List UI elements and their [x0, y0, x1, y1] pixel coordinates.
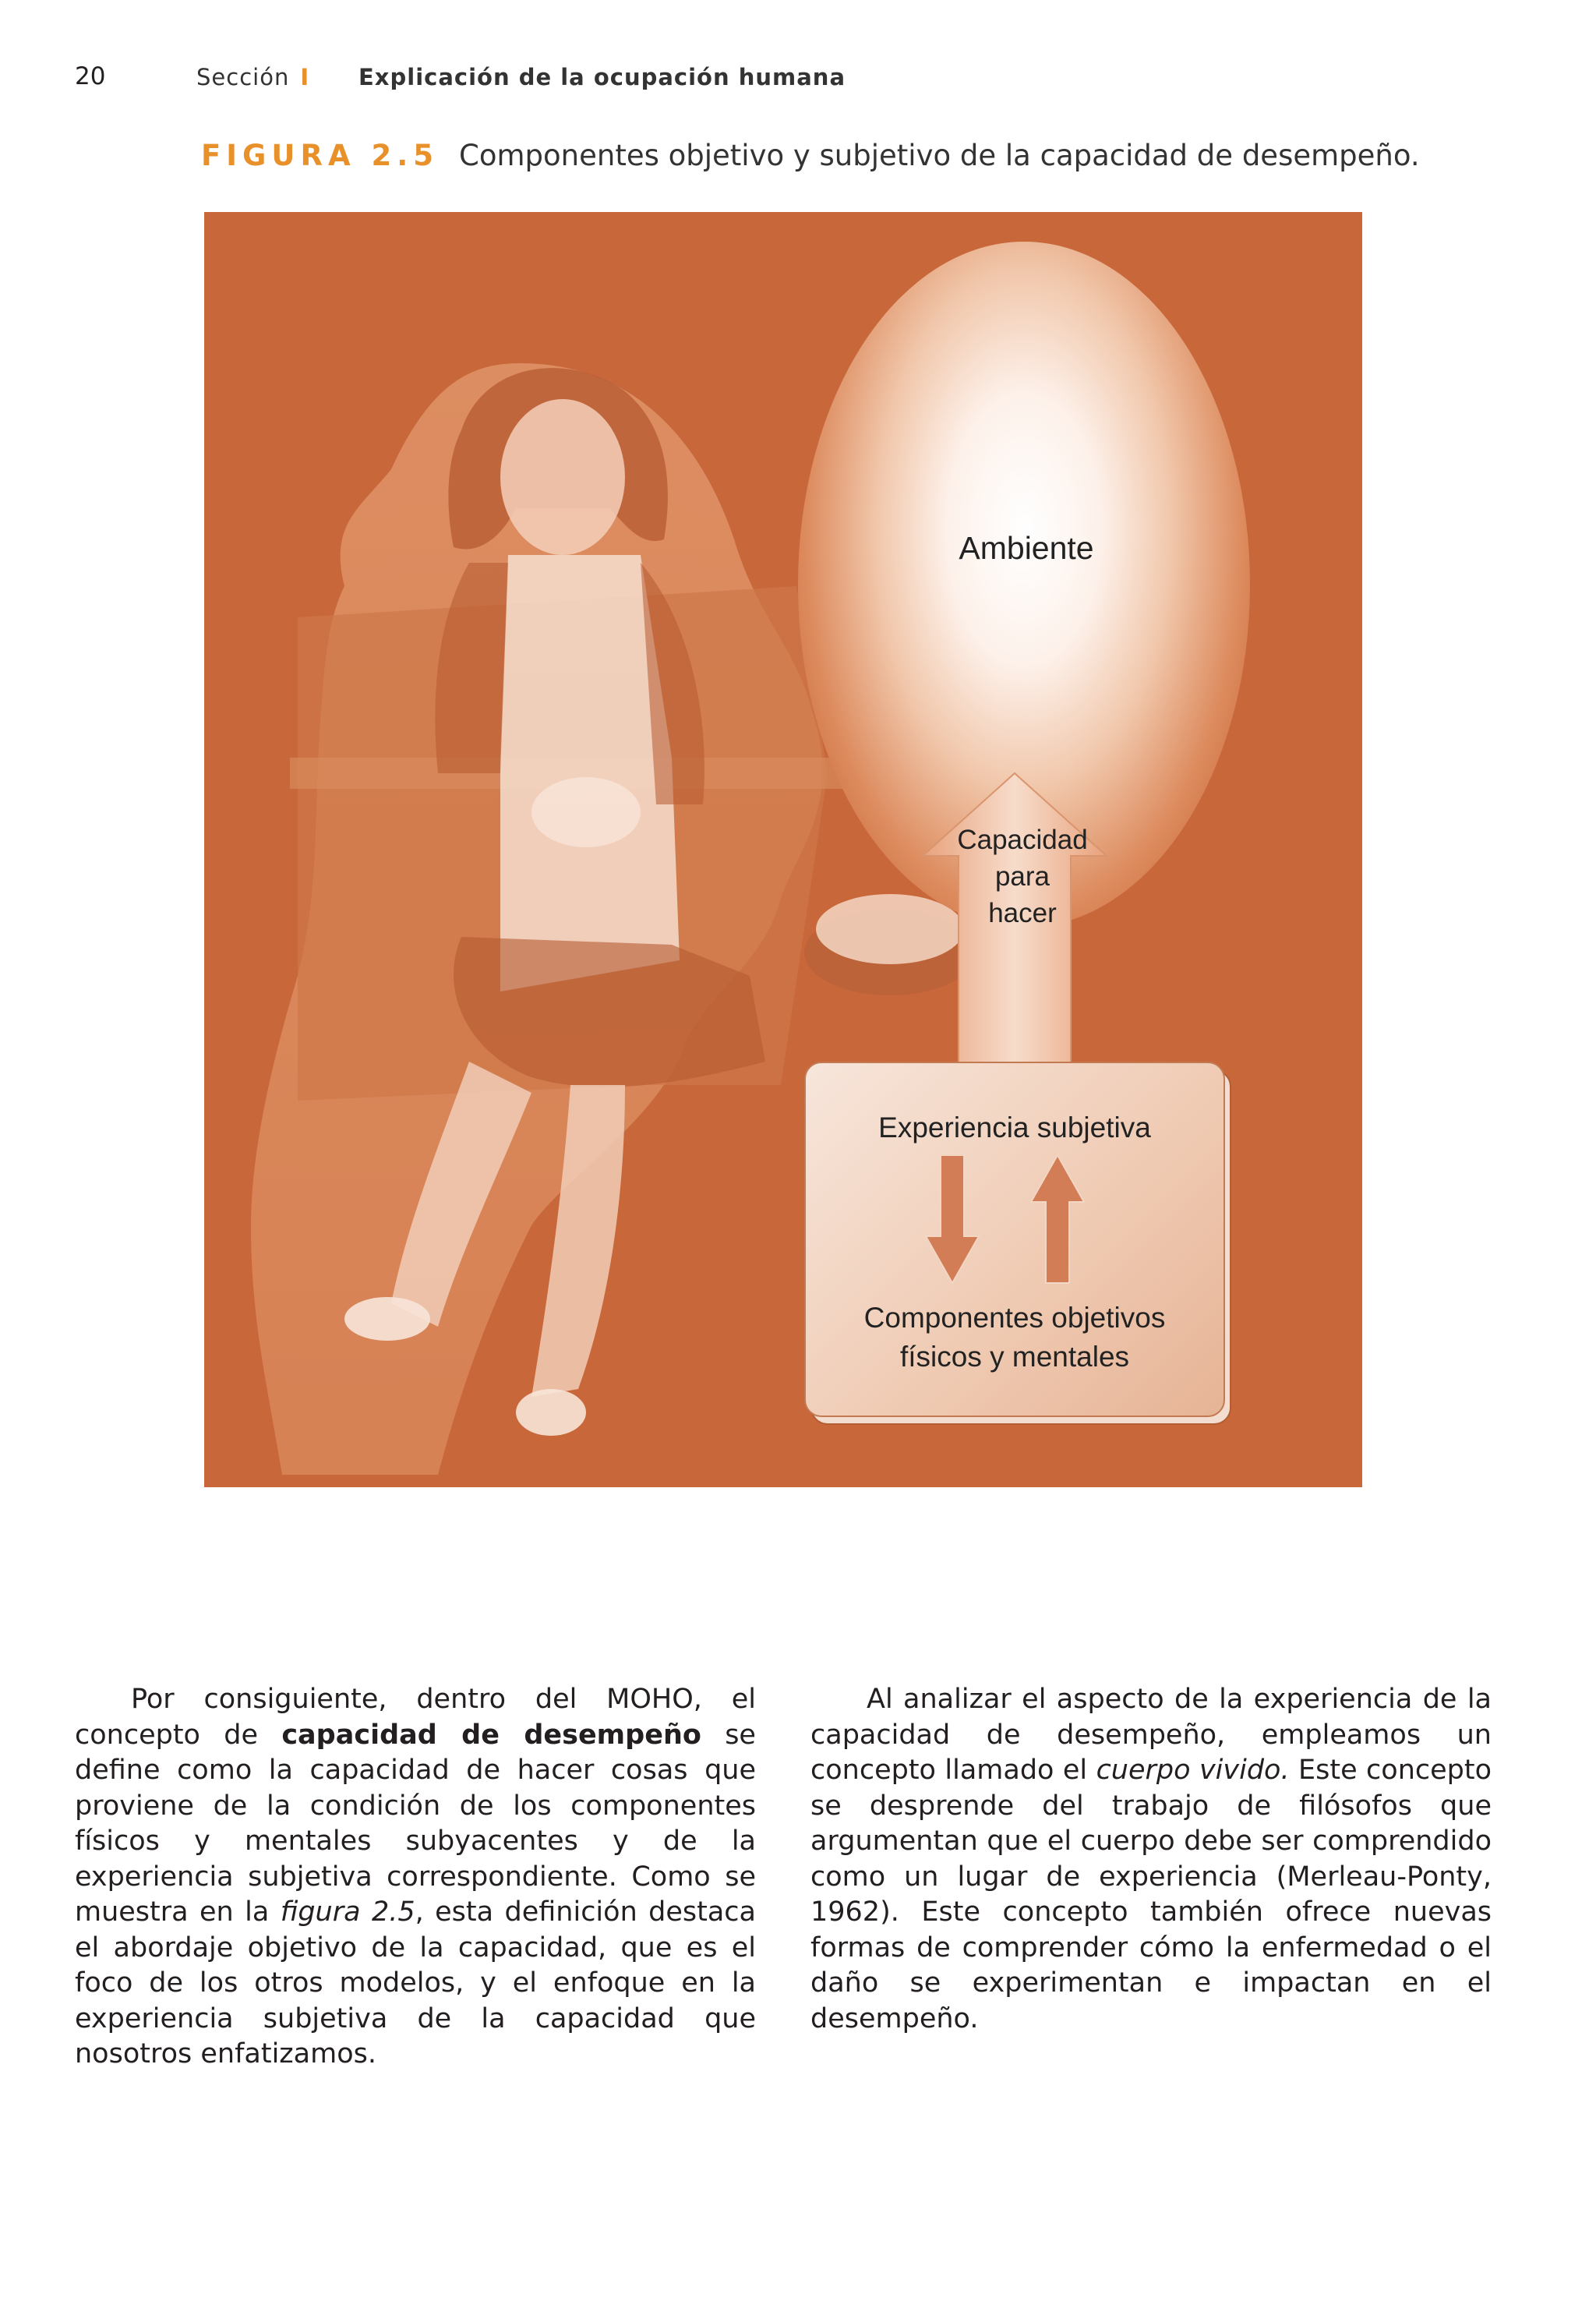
page-number: 20	[75, 62, 106, 90]
body-column-right	[810, 1682, 1492, 2037]
right-italic-term: cuerpo vivido.	[1096, 1755, 1290, 1786]
left-text-1: Por consiguiente, dentro del MOHO, el concepto de	[75, 1684, 756, 1751]
left-text-2: se define como la capacidad de hacer cosas que proviene de la condición de los componentes físicos y mentales subyacentes y de la experiencia subjetiva correspondiente. Como se muestra en la	[75, 1719, 756, 1928]
figure-illustration	[204, 212, 1362, 1487]
componentes-line-1: Componentes objetivos	[863, 1302, 1166, 1334]
right-text-1: Al analizar el aspecto de la experiencia de la capacidad de desempeño, empleamos un concepto llamado el	[810, 1684, 1492, 1786]
up-arrow-icon	[1031, 1155, 1084, 1283]
paragraph-right	[810, 1682, 1492, 2037]
left-bold-term: capacidad de desempeño	[281, 1719, 701, 1751]
left-text-3: , esta definición destaca el abordaje objetivo de la capacidad, que es el foco de los otros modelos, y el enfoque en la experiencia subjetiva de la capacidad que nosotros enfatizamos.	[75, 1896, 757, 2069]
capacidad-label	[933, 822, 1112, 931]
ambiente-label: Ambiente	[959, 530, 1094, 566]
section-word: Sección	[196, 64, 290, 90]
capacidad-line-2: para	[994, 861, 1050, 892]
componentes-line-2: físicos y mentales	[899, 1341, 1130, 1373]
left-figure-ref: figura 2.5	[280, 1896, 415, 1928]
capacidad-line-1: Capacidad	[957, 825, 1088, 855]
right-text-2: Este concepto se desprende del trabajo de filósofos que argumentan que el cuerpo debe ser comprendido como un lugar de experiencia (Merleau-Ponty, 1962). Este concepto también ofrece nuevas formas de comprender cómo la enfermedad o el daño se experimentan e impactan en el desempeño.	[810, 1755, 1492, 2034]
experiencia-label: Experiencia subjetiva	[878, 1112, 1151, 1143]
running-header	[75, 62, 1521, 94]
figure-caption	[201, 139, 1420, 172]
body-column-left	[75, 1682, 756, 2073]
figure-label: FIGURA 2.5	[201, 139, 440, 172]
componentes-label	[806, 1299, 1223, 1377]
paragraph-left	[75, 1682, 756, 2073]
running-title: Explicación de la ocupación humana	[358, 64, 846, 90]
section-number: I	[300, 64, 310, 90]
down-arrow-icon	[926, 1155, 979, 1283]
capacidad-line-3: hacer	[988, 898, 1057, 928]
experience-box	[804, 1062, 1225, 1417]
figure-caption-text: Componentes objetivo y subjetivo de la capacidad de desempeño.	[459, 139, 1420, 172]
section-label	[196, 64, 309, 90]
